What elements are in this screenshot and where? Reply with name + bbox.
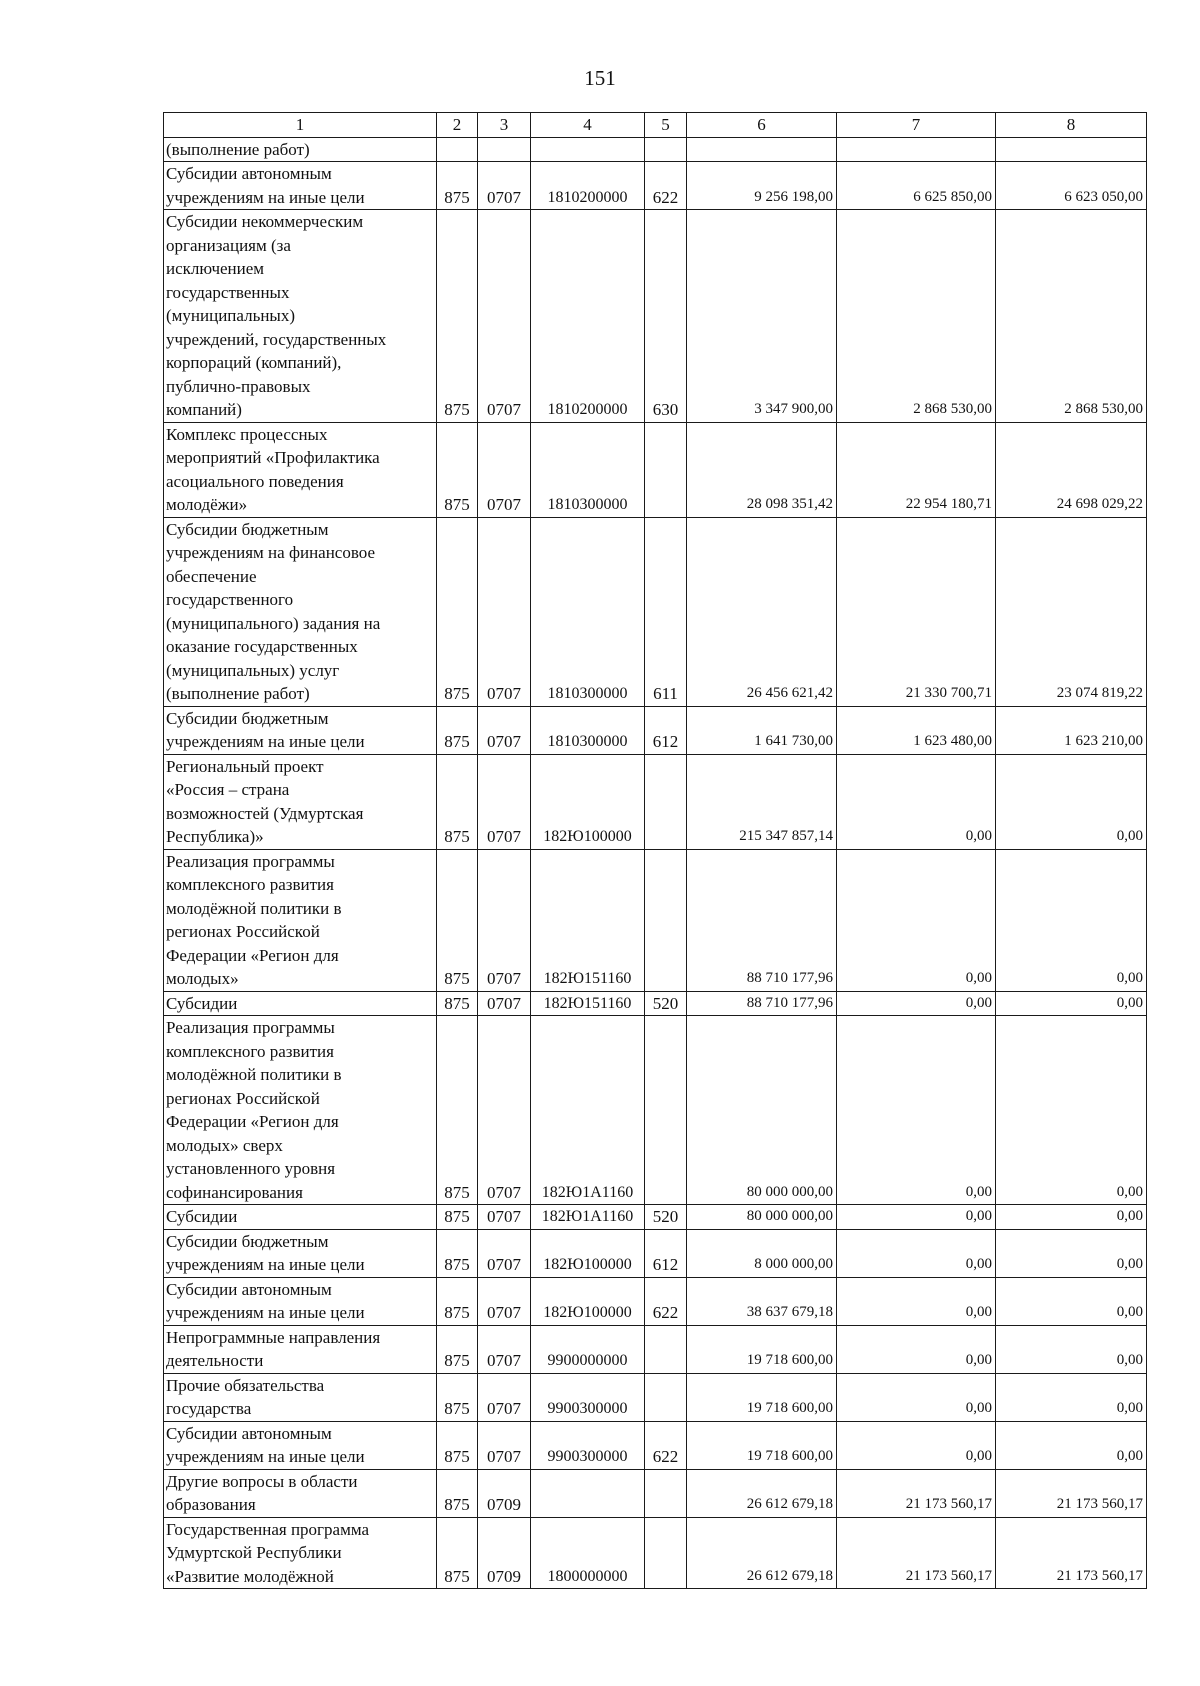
section-code-cell: 0707 [478,706,531,754]
row-name-cell [164,1469,437,1517]
row-name-line: исключением [166,259,265,278]
ministry-code-cell: 875 [437,1325,478,1373]
expense-type-cell: 622 [645,1421,687,1469]
amount-col6-cell: 3 347 900,00 [687,210,837,423]
row-name-line: учреждениям на иные цели [166,1447,365,1466]
amount-col7-cell: 0,00 [837,1016,996,1205]
target-article-cell: 1810200000 [531,210,645,423]
ministry-code-cell: 875 [437,754,478,849]
ministry-code-cell: 875 [437,1373,478,1421]
column-header: 7 [837,113,996,138]
amount-col8-cell: 0,00 [996,1277,1147,1325]
target-article-cell: 9900000000 [531,1325,645,1373]
target-article-cell: 1810300000 [531,517,645,706]
target-article-cell: 1810200000 [531,162,645,210]
amount-col8-cell [996,137,1147,162]
amount-col7-cell: 0,00 [837,1421,996,1469]
expense-type-cell [645,849,687,991]
expense-type-cell [645,1325,687,1373]
row-name-line: Субсидии некоммерческим [166,212,364,231]
row-name-line: (муниципальных) [166,306,296,325]
row-name-line: (выполнение работ) [166,139,310,159]
section-code-cell: 0707 [478,1325,531,1373]
amount-col8-cell: 0,00 [996,1421,1147,1469]
amount-col6-cell [687,137,837,162]
amount-col7-cell: 0,00 [837,991,996,1016]
row-name-line: Субсидии автономным [166,1279,332,1299]
row-name-line: государственных [166,282,290,302]
row-name-line: возможностей (Удмуртская [166,803,364,823]
target-article-cell: 9900300000 [531,1373,645,1421]
target-article-cell: 182Ю151160 [531,991,645,1016]
table-row [164,137,1147,162]
amount-col8-cell: 0,00 [996,754,1147,849]
ministry-code-cell: 875 [437,1517,478,1589]
amount-col7-cell: 0,00 [837,849,996,991]
amount-col7-cell: 0,00 [837,1373,996,1421]
amount-col7-cell: 0,00 [837,1229,996,1277]
expense-type-cell [645,1373,687,1421]
row-name-line: государственного [166,590,294,609]
row-name-cell [164,1421,437,1469]
target-article-cell [531,1469,645,1517]
ministry-code-cell: 875 [437,1205,478,1230]
table-row [164,706,1147,754]
table-row [164,1229,1147,1277]
target-article-cell: 182Ю100000 [531,754,645,849]
row-name-cell [164,991,437,1016]
row-name-line: учреждениям на иные цели [166,187,365,207]
row-name-line: комплексного развития [166,1041,334,1061]
amount-col8-cell: 2 868 530,00 [996,210,1147,423]
row-name-line: Субсидии автономным [166,1423,332,1443]
row-name-line: образования [166,1495,256,1514]
amount-col6-cell: 9 256 198,00 [687,162,837,210]
section-code-cell: 0707 [478,991,531,1016]
row-name-cell [164,1373,437,1421]
row-name-line: молодёжной политики в [166,898,342,918]
row-name-line: компаний) [166,400,242,419]
row-name-line: (муниципальных) услуг [166,660,340,680]
expense-type-cell [645,1517,687,1589]
column-header: 1 [164,113,437,138]
row-name-line: корпораций (компаний), [166,353,342,372]
row-name-line: Удмуртской Республики [166,1543,342,1562]
table-row [164,991,1147,1016]
amount-col6-cell: 26 612 679,18 [687,1469,837,1517]
row-name-cell [164,849,437,991]
amount-col6-cell: 26 456 621,42 [687,517,837,706]
expense-type-cell [645,1016,687,1205]
amount-col8-cell: 21 173 560,17 [996,1469,1147,1517]
amount-col6-cell: 88 710 177,96 [687,991,837,1016]
row-name-line: софинансирования [166,1182,303,1202]
amount-col7-cell: 0,00 [837,1277,996,1325]
amount-col8-cell: 6 623 050,00 [996,162,1147,210]
row-name-line: Государственная программа [166,1519,370,1539]
amount-col6-cell: 80 000 000,00 [687,1016,837,1205]
row-name-line: молодёжи» [166,495,248,514]
section-code-cell: 0707 [478,210,531,423]
row-name-line: публично-правовых [166,376,311,396]
table-row [164,849,1147,991]
expense-type-cell: 622 [645,162,687,210]
section-code-cell: 0707 [478,162,531,210]
column-header: 3 [478,113,531,138]
row-name-line: молодёжной политики в [166,1065,342,1084]
amount-col8-cell: 0,00 [996,1325,1147,1373]
row-name-line: установленного уровня [166,1159,336,1178]
table-body [164,137,1147,1589]
row-name-line: мероприятий «Профилактика [166,448,380,467]
row-name-line: учреждений, государственных [166,329,387,349]
section-code-cell: 0707 [478,1277,531,1325]
row-name-line: молодых» [166,969,239,988]
section-code-cell: 0707 [478,754,531,849]
row-name-line: Субсидии [166,993,238,1013]
expense-type-cell: 612 [645,1229,687,1277]
expense-type-cell [645,422,687,517]
row-name-line: Реализация программы [166,1018,335,1037]
section-code-cell: 0709 [478,1517,531,1589]
column-header: 6 [687,113,837,138]
table-row [164,1325,1147,1373]
ministry-code-cell: 875 [437,1421,478,1469]
section-code-cell: 0707 [478,1373,531,1421]
row-name-line: оказание государственных [166,637,358,656]
row-name-cell [164,706,437,754]
row-name-line: Прочие обязательства [166,1375,325,1395]
row-name-line: регионах Российской [166,1088,320,1108]
row-name-cell [164,210,437,423]
row-name-line: «Россия – страна [166,780,290,799]
section-code-cell [478,137,531,162]
amount-col7-cell: 6 625 850,00 [837,162,996,210]
table-row [164,754,1147,849]
row-name-cell [164,517,437,706]
section-code-cell: 0707 [478,1016,531,1205]
row-name-line: Субсидии [166,1207,238,1226]
table-row [164,1205,1147,1230]
amount-col6-cell: 8 000 000,00 [687,1229,837,1277]
target-article-cell: 182Ю151160 [531,849,645,991]
row-name-line: регионах Российской [166,922,320,941]
target-article-cell: 182Ю1А1160 [531,1205,645,1230]
row-name-line: комплексного развития [166,875,334,894]
target-article-cell: 9900300000 [531,1421,645,1469]
row-name-line: Федерации «Регион для [166,945,339,965]
row-name-line: «Развитие молодёжной [166,1566,334,1586]
amount-col6-cell: 1 641 730,00 [687,706,837,754]
column-header: 5 [645,113,687,138]
amount-col6-cell: 88 710 177,96 [687,849,837,991]
target-article-cell: 1810300000 [531,706,645,754]
amount-col6-cell: 19 718 600,00 [687,1421,837,1469]
expense-type-cell: 611 [645,517,687,706]
expense-type-cell [645,137,687,162]
amount-col6-cell: 19 718 600,00 [687,1373,837,1421]
target-article-cell [531,137,645,162]
amount-col7-cell: 22 954 180,71 [837,422,996,517]
amount-col8-cell: 23 074 819,22 [996,517,1147,706]
amount-col6-cell: 38 637 679,18 [687,1277,837,1325]
row-name-line: Реализация программы [166,851,335,871]
target-article-cell: 1800000000 [531,1517,645,1589]
amount-col8-cell: 1 623 210,00 [996,706,1147,754]
expense-type-cell: 622 [645,1277,687,1325]
row-name-line: учреждениям на иные цели [166,1303,365,1322]
amount-col7-cell: 0,00 [837,1205,996,1230]
ministry-code-cell: 875 [437,517,478,706]
column-header: 8 [996,113,1147,138]
amount-col7-cell: 1 623 480,00 [837,706,996,754]
amount-col7-cell [837,137,996,162]
row-name-line: Федерации «Регион для [166,1112,339,1131]
amount-col8-cell: 0,00 [996,1229,1147,1277]
section-code-cell: 0707 [478,849,531,991]
column-header: 4 [531,113,645,138]
ministry-code-cell: 875 [437,1277,478,1325]
table-row [164,162,1147,210]
expense-type-cell: 520 [645,1205,687,1230]
row-name-cell [164,1325,437,1373]
row-name-cell [164,1205,437,1230]
amount-col8-cell: 0,00 [996,1205,1147,1230]
row-name-cell [164,137,437,162]
row-name-line: учреждениям на иные цели [166,732,365,751]
row-name-cell [164,1517,437,1589]
expense-type-cell: 520 [645,991,687,1016]
table-row [164,210,1147,423]
ministry-code-cell: 875 [437,1229,478,1277]
ministry-code-cell: 875 [437,991,478,1016]
row-name-line: обеспечение [166,566,257,586]
amount-col6-cell: 26 612 679,18 [687,1517,837,1589]
amount-col8-cell: 0,00 [996,1016,1147,1205]
amount-col7-cell: 2 868 530,00 [837,210,996,423]
table-row [164,1469,1147,1517]
row-name-cell [164,422,437,517]
row-name-line: Республика)» [166,827,264,846]
row-name-line: учреждениям на финансовое [166,543,376,562]
section-code-cell: 0707 [478,1421,531,1469]
amount-col6-cell: 80 000 000,00 [687,1205,837,1230]
ministry-code-cell: 875 [437,1016,478,1205]
row-name-line: государства [166,1399,252,1418]
row-name-line: Субсидии бюджетным [166,708,329,728]
row-name-cell [164,1229,437,1277]
amount-col8-cell: 0,00 [996,849,1147,991]
ministry-code-cell: 875 [437,1469,478,1517]
ministry-code-cell [437,137,478,162]
table-row [164,422,1147,517]
table-row [164,1421,1147,1469]
row-name-line: Комплекс процессных [166,424,328,444]
amount-col8-cell: 24 698 029,22 [996,422,1147,517]
row-name-line: (муниципального) задания на [166,613,381,633]
table-row [164,1373,1147,1421]
table-row [164,1277,1147,1325]
amount-col7-cell: 21 330 700,71 [837,517,996,706]
section-code-cell: 0707 [478,1229,531,1277]
section-code-cell: 0709 [478,1469,531,1517]
amount-col7-cell: 21 173 560,17 [837,1517,996,1589]
amount-col7-cell: 0,00 [837,1325,996,1373]
amount-col7-cell: 0,00 [837,754,996,849]
amount-col7-cell: 21 173 560,17 [837,1469,996,1517]
row-name-line: деятельности [166,1351,264,1370]
row-name-line: организациям (за [166,235,291,255]
row-name-line: Региональный проект [166,756,324,776]
ministry-code-cell: 875 [437,162,478,210]
target-article-cell: 182Ю100000 [531,1277,645,1325]
target-article-cell: 182Ю100000 [531,1229,645,1277]
expense-type-cell [645,1469,687,1517]
ministry-code-cell: 875 [437,210,478,423]
section-code-cell: 0707 [478,1205,531,1230]
expense-type-cell: 612 [645,706,687,754]
section-code-cell: 0707 [478,517,531,706]
amount-col6-cell: 19 718 600,00 [687,1325,837,1373]
expense-type-cell [645,754,687,849]
row-name-line: асоциального поведения [166,471,344,491]
row-name-line: молодых» сверх [166,1135,283,1155]
row-name-line: Другие вопросы в области [166,1471,358,1491]
row-name-cell [164,1016,437,1205]
table-row [164,1016,1147,1205]
section-code-cell: 0707 [478,422,531,517]
ministry-code-cell: 875 [437,849,478,991]
row-name-line: учреждениям на иные цели [166,1255,365,1274]
amount-col6-cell: 215 347 857,14 [687,754,837,849]
row-name-cell [164,1277,437,1325]
row-name-line: (выполнение работ) [166,684,310,703]
page-number: 151 [584,66,616,90]
target-article-cell: 182Ю1А1160 [531,1016,645,1205]
row-name-cell [164,754,437,849]
table-header-row [164,113,1147,138]
amount-col8-cell: 0,00 [996,1373,1147,1421]
row-name-line: Субсидии бюджетным [166,519,329,539]
row-name-line: Непрограммные направления [166,1327,381,1347]
expense-type-cell: 630 [645,210,687,423]
table-row [164,517,1147,706]
amount-col8-cell: 21 173 560,17 [996,1517,1147,1589]
ministry-code-cell: 875 [437,422,478,517]
amount-col6-cell: 28 098 351,42 [687,422,837,517]
budget-table [163,112,1147,1589]
target-article-cell: 1810300000 [531,422,645,517]
row-name-line: Субсидии автономным [166,164,332,183]
ministry-code-cell: 875 [437,706,478,754]
table-row [164,1517,1147,1589]
row-name-cell [164,162,437,210]
column-header: 2 [437,113,478,138]
row-name-line: Субсидии бюджетным [166,1231,329,1251]
amount-col8-cell: 0,00 [996,991,1147,1016]
